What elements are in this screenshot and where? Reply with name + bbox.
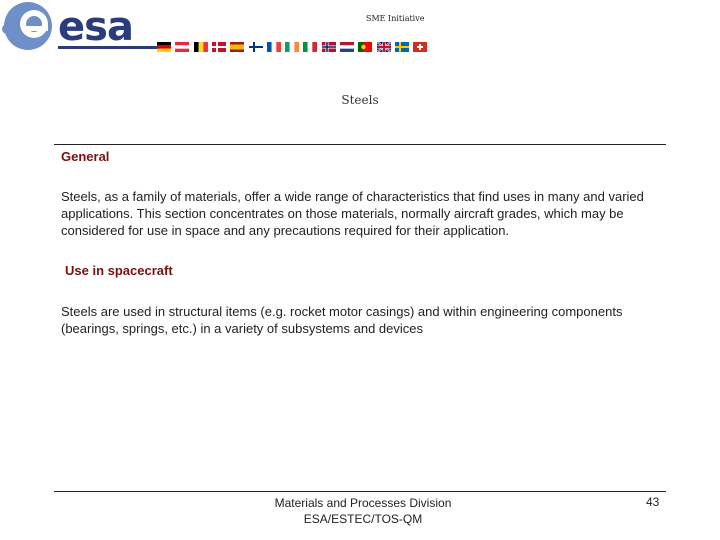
- flag-france-icon: [267, 42, 281, 52]
- flag-sweden-icon: [395, 42, 409, 52]
- flag-ireland-icon: [285, 42, 299, 52]
- flag-spain-icon: [230, 42, 244, 52]
- flag-italy-icon: [303, 42, 317, 52]
- section-heading-general: General: [61, 149, 110, 164]
- page-number: 43: [646, 495, 660, 509]
- section-heading-use-in-spacecraft: Use in spacecraft: [65, 263, 173, 278]
- flag-united-kingdom-icon: [377, 42, 391, 52]
- flag-finland-icon: [249, 42, 263, 52]
- footer-division: Materials and Processes Division: [274, 496, 452, 510]
- esa-logo: [0, 0, 160, 56]
- flag-netherlands-icon: [340, 42, 354, 52]
- top-divider: [54, 144, 666, 145]
- flag-norway-icon: [322, 42, 336, 52]
- esa-wordmark: esa: [58, 4, 133, 50]
- flag-denmark-icon: [212, 42, 226, 52]
- slide-title: Steels: [341, 93, 379, 107]
- flag-germany-icon: [157, 42, 171, 52]
- flag-belgium-icon: [194, 42, 208, 52]
- footer-department: ESA/ESTEC/TOS-QM: [303, 512, 423, 526]
- footer-credit: [0, 495, 720, 527]
- section-body-use-in-spacecraft: Steels are used in structural items (e.g. rocket motor casings) and within engineering components (bearings, springs, etc.) in a variety of subsystems and devices: [61, 304, 623, 336]
- initiative-label: SME Initiative: [366, 14, 425, 23]
- section-body-general: Steels, as a family of materials, offer a wide range of characteristics that find uses in many and varied applications. This section concentrates on those materials, normally aircraft grades, which may be considered for use in space and any precautions required for their application.: [61, 189, 644, 238]
- flag-switzerland-icon: [413, 42, 427, 52]
- bottom-divider: [54, 491, 666, 492]
- flag-portugal-icon: [358, 42, 372, 52]
- flag-austria-icon: [175, 42, 189, 52]
